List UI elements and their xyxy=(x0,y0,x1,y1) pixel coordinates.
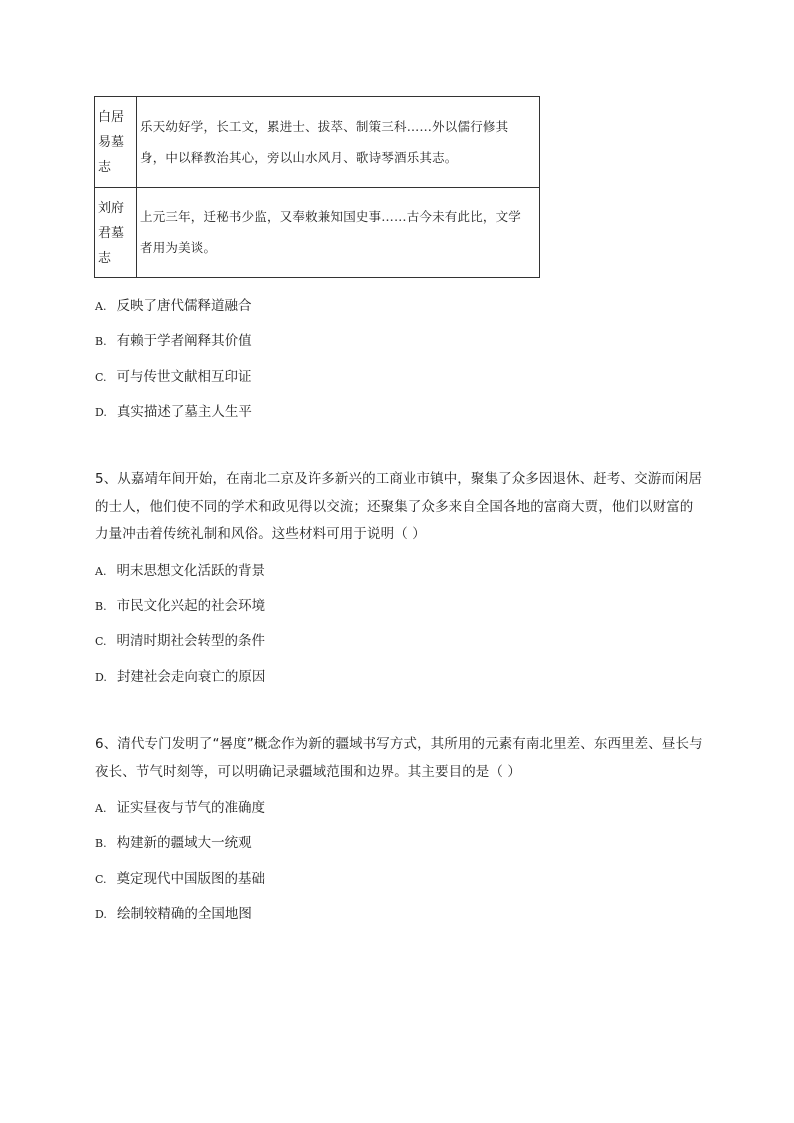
q6-option-c[interactable] xyxy=(95,870,265,889)
q5-option-a[interactable] xyxy=(95,562,265,581)
option-text: 明末思想文化活跃的背景 xyxy=(116,563,265,579)
option-text: 可与传世文献相互印证 xyxy=(116,369,252,385)
option-label: D. xyxy=(95,908,107,921)
q6-option-b[interactable] xyxy=(95,834,252,853)
table-row-head: 刘府君墓志 xyxy=(95,187,137,278)
q6-stem: 6、清代专门发明了“晷度”概念作为新的疆域书写方式，其所用的元素有南北里差、东西里差、昼长与夜长、节气时刻等，可以明确记录疆域范围和边界。其主要目的是（ ） xyxy=(95,736,703,780)
q4-option-d[interactable] xyxy=(95,403,252,422)
table-row-text: 上元三年，迁秘书少监，又奉敕兼知国史事……古今未有此比，文学者用为美谈。 xyxy=(137,187,540,278)
option-label: A. xyxy=(95,300,107,313)
option-text: 绘制较精确的全国地图 xyxy=(116,906,252,922)
table-row xyxy=(95,97,540,188)
option-label: D. xyxy=(95,406,107,419)
q5-stem: 5、从嘉靖年间开始，在南北二京及许多新兴的工商业市镇中，聚集了众多因退休、赶考、交游而闲居的士人，他们使不同的学术和政见得以交流；还聚集了众多来自全国各地的富商大贾，他们以财富的力量冲击着传统礼制和风俗。这些材料可用于说明（ ） xyxy=(95,471,703,542)
option-text: 封建社会走向衰亡的原因 xyxy=(116,669,266,685)
option-label: D. xyxy=(95,671,107,684)
q5-option-d[interactable] xyxy=(95,668,265,687)
option-label: B. xyxy=(95,335,107,348)
option-text: 反映了唐代儒释道融合 xyxy=(116,298,252,314)
option-label: B. xyxy=(95,837,107,850)
option-text: 市民文化兴起的社会环境 xyxy=(116,598,266,614)
q5-option-c[interactable] xyxy=(95,632,265,651)
option-label: C. xyxy=(95,873,107,886)
q4-option-a[interactable] xyxy=(95,297,251,316)
table-row xyxy=(95,187,540,278)
q6-option-a[interactable] xyxy=(95,799,265,818)
epitaph-table xyxy=(94,96,540,278)
q4-option-b[interactable] xyxy=(95,332,252,351)
option-label: C. xyxy=(95,371,107,384)
option-text: 证实昼夜与节气的准确度 xyxy=(116,800,265,816)
option-text: 有赖于学者阐释其价值 xyxy=(116,333,252,349)
q5-option-b[interactable] xyxy=(95,597,265,616)
option-text: 明清时期社会转型的条件 xyxy=(116,633,266,649)
option-label: A. xyxy=(95,565,107,578)
option-label: A. xyxy=(95,802,107,815)
option-text: 构建新的疆域大一统观 xyxy=(116,835,252,851)
table-row-head: 白居易墓志 xyxy=(95,97,137,188)
option-label: C. xyxy=(95,635,107,648)
option-label: B. xyxy=(95,600,107,613)
table-row-text: 乐天幼好学，长工文，累进士、拔萃、制策三科……外以儒行修其身，中以释教治其心，旁以山水风月、歌诗琴酒乐其志。 xyxy=(137,97,540,188)
q6-option-d[interactable] xyxy=(95,905,252,924)
option-text: 真实描述了墓主人生平 xyxy=(116,404,252,420)
option-text: 奠定现代中国版图的基础 xyxy=(116,871,266,887)
q4-option-c[interactable] xyxy=(95,368,252,387)
